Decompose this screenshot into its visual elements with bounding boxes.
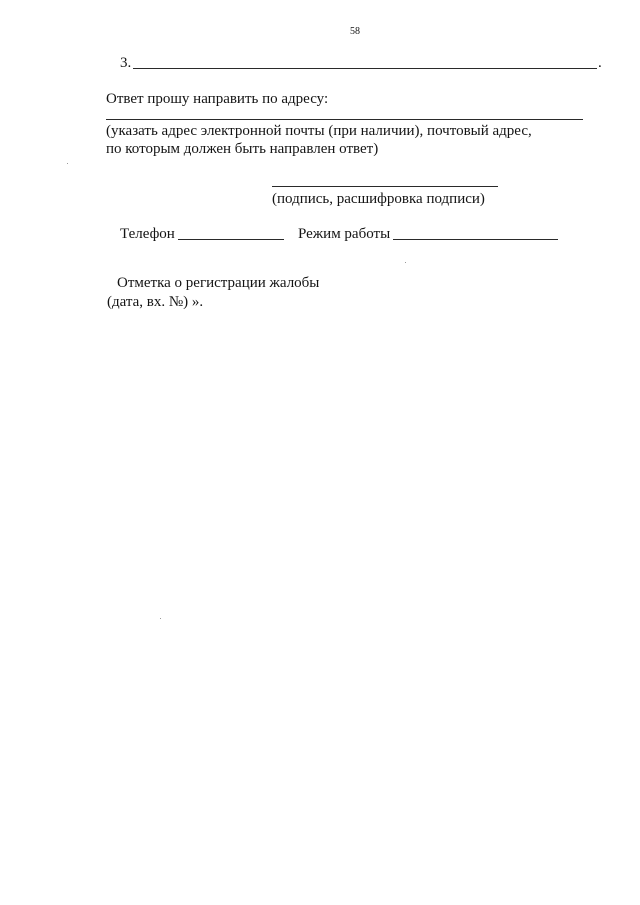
reply-address-blank-line	[106, 119, 583, 120]
scan-speck	[405, 262, 406, 263]
scan-speck	[160, 618, 161, 619]
page-number: 58	[350, 26, 360, 37]
reply-address-hint-line1: (указать адрес электронной почты (при наличии), почтовый адрес,	[106, 123, 532, 139]
item-3-number: 3.	[120, 55, 132, 71]
item-3-end-period: .	[598, 55, 602, 71]
phone-label: Телефон	[120, 226, 175, 242]
registration-mark-line2: (дата, вх. №) ».	[107, 294, 204, 310]
signature-caption: (подпись, расшифровка подписи)	[272, 191, 485, 207]
working-hours-blank-line	[393, 239, 558, 240]
reply-address-label: Ответ прошу направить по адресу:	[106, 91, 329, 107]
item-3-blank-line	[133, 68, 597, 69]
phone-blank-line	[178, 239, 284, 240]
signature-blank-line	[272, 186, 498, 187]
reply-address-hint-line2: по которым должен быть направлен ответ)	[106, 141, 379, 157]
registration-mark-line1: Отметка о регистрации жалобы	[117, 275, 320, 291]
scan-speck	[67, 163, 68, 164]
working-hours-label: Режим работы	[298, 226, 391, 242]
